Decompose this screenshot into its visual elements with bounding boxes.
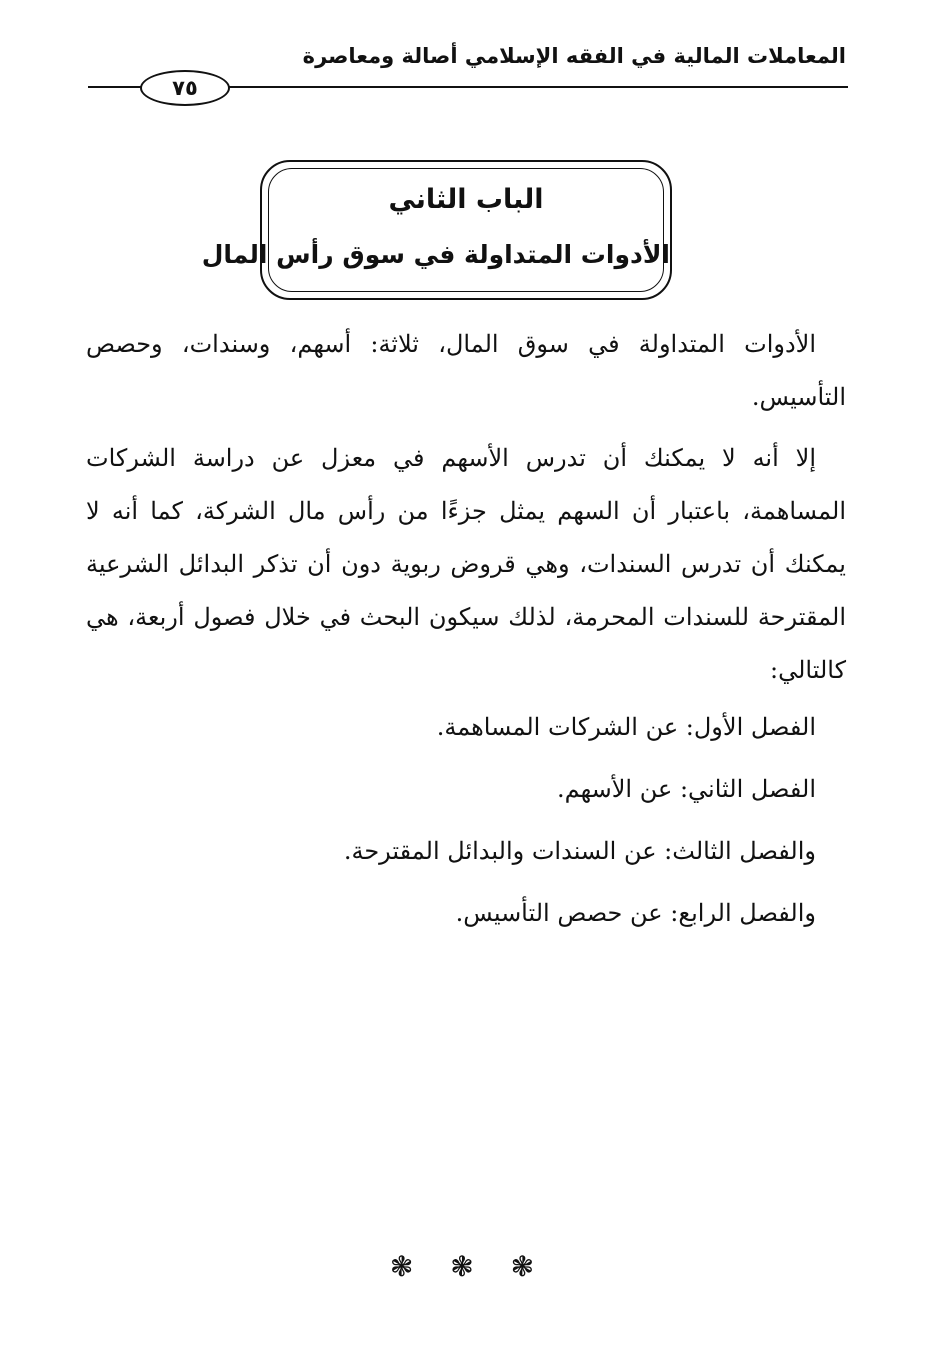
chapter-title-frame xyxy=(201,160,672,300)
section-item-1: الفصل الأول: عن الشركات المساهمة. xyxy=(436,713,816,741)
section-item-3: والفصل الثالث: عن السندات والبدائل المقترحة. xyxy=(343,837,816,865)
ornament-icon: ❃ xyxy=(450,1250,488,1283)
paragraph-intro: الأدوات المتداولة في سوق المال، ثلاثة: أسهم، وسندات، وحصص التأسيس. xyxy=(86,330,846,411)
ornament-icon: ❃ xyxy=(510,1250,549,1283)
section-item-2: الفصل الثاني: عن الأسهم. xyxy=(556,775,816,803)
chapter-sections-list xyxy=(344,696,816,944)
end-of-chapter-ornaments xyxy=(0,1250,938,1283)
running-header-title: المعاملات المالية في الفقه الإسلامي أصالة ومعاصرة xyxy=(302,44,846,68)
ornament-icon: ❃ xyxy=(389,1250,428,1283)
section-item-4: والفصل الرابع: عن حصص التأسيس. xyxy=(455,899,816,927)
paragraph-outline: إلا أنه لا يمكنك أن تدرس الأسهم في معزل عن دراسة الشركات المساهمة، باعتبار أن السهم يمثل جزءًا من رأس مال الشركة، كما أنه لا يمكنك أن تدرس السندات، وهي قروض ربوية دون أن تذكر البدائل الشرعية المقترحة للسندات المحرمة، لذلك سيكون البحث في خلال فصول أربعة، هي كالتالي: xyxy=(86,444,846,684)
page-number: ٧٥ xyxy=(140,70,230,106)
chapter-title: الباب الثاني xyxy=(388,184,544,215)
body-text xyxy=(86,318,846,697)
chapter-subtitle: الأدوات المتداولة في سوق رأس المال xyxy=(201,240,670,269)
